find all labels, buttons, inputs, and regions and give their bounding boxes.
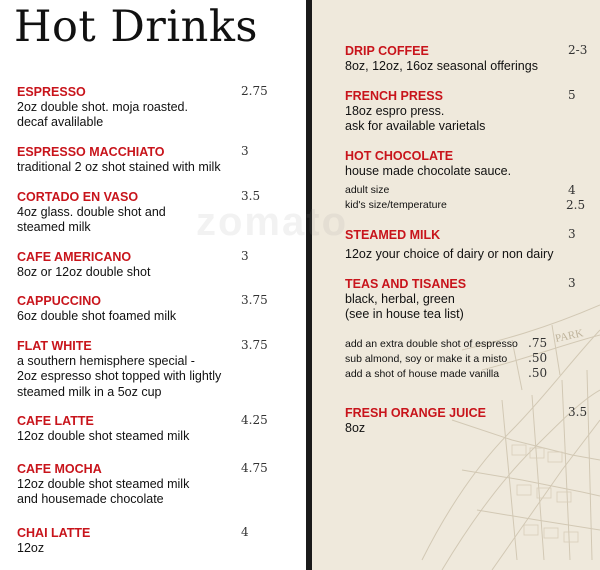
- item-price: 4: [241, 525, 249, 539]
- size-option-label: kid's size/temperature: [345, 199, 447, 211]
- item-desc: 2oz double shot. moja roasted.: [17, 100, 188, 114]
- item-price: 3: [241, 144, 249, 158]
- addon-label: sub almond, soy or make it a misto: [345, 353, 508, 365]
- menu-item-drip-coffee: [345, 44, 538, 74]
- item-price: 3: [568, 227, 576, 241]
- addon-price: .50: [528, 366, 548, 380]
- item-name: CAFE LATTE: [17, 414, 94, 428]
- size-option-price: 4: [568, 183, 576, 197]
- item-desc: steamed milk in a 5oz cup: [17, 384, 162, 399]
- item-price: 3.5: [568, 405, 588, 419]
- item-price: 3.5: [241, 189, 261, 203]
- item-name: CAFE AMERICANO: [17, 250, 132, 264]
- item-desc: 4oz glass. double shot and: [17, 205, 166, 219]
- item-name: ESPRESSO MACCHIATO: [17, 145, 165, 159]
- menu-title: Hot Drinks: [14, 2, 258, 52]
- item-desc: and housemade chocolate: [17, 492, 164, 507]
- menu-item-steamed-milk: [345, 228, 553, 262]
- item-name: ESPRESSO: [17, 85, 86, 99]
- item-price: 2-3: [568, 43, 588, 57]
- item-desc: 8oz or 12oz double shot: [17, 265, 151, 279]
- menu-item-flat-white: [17, 339, 221, 400]
- watermark: zomato: [196, 200, 348, 244]
- item-desc: a southern hemisphere special -: [17, 354, 195, 368]
- item-desc: black, herbal, green: [345, 292, 455, 306]
- menu-item-cafe-americano: [17, 250, 150, 280]
- item-desc: 12oz double shot steamed milk: [17, 429, 190, 443]
- item-desc: decaf avalilable: [17, 115, 104, 130]
- menu-item-espresso: [17, 85, 188, 131]
- menu-item-fresh-orange-juice: [345, 406, 486, 436]
- addon-label: add a shot of house made vanilla: [345, 368, 500, 380]
- item-desc: ask for available varietals: [345, 119, 486, 134]
- item-desc: 12oz double shot steamed milk: [17, 477, 190, 491]
- item-name: CAPPUCCINO: [17, 294, 102, 308]
- item-price: 2.75: [241, 84, 268, 98]
- item-desc: 6oz double shot foamed milk: [17, 309, 177, 323]
- size-option-label: adult size: [345, 184, 390, 196]
- addon-price: .75: [528, 336, 548, 350]
- addon-label: add an extra double shot of espresso: [345, 338, 518, 350]
- item-desc: 2oz espresso shot topped with lightly: [17, 369, 222, 384]
- menu-item-hot-chocolate: [345, 149, 511, 179]
- item-price: 4.75: [241, 461, 268, 475]
- item-name: FRESH ORANGE JUICE: [345, 406, 486, 420]
- item-price: 3: [241, 249, 249, 263]
- item-desc: steamed milk: [17, 220, 91, 235]
- menu-item-cafe-mocha: [17, 462, 189, 508]
- item-desc: 12oz your choice of dairy or non dairy: [345, 247, 554, 261]
- menu-item-chai-latte: [17, 526, 90, 556]
- addon-price: .50: [528, 351, 548, 365]
- item-name: TEAS AND TISANES: [345, 277, 467, 291]
- item-desc: 8oz, 12oz, 16oz seasonal offerings: [345, 59, 538, 73]
- item-desc: traditional 2 oz shot stained with milk: [17, 160, 221, 174]
- item-price: 3: [568, 276, 576, 290]
- item-name: FLAT WHITE: [17, 339, 92, 353]
- item-desc: 18oz espro press.: [345, 104, 445, 118]
- item-desc: 8oz: [345, 421, 366, 435]
- item-name: HOT CHOCOLATE: [345, 149, 454, 163]
- item-desc: (see in house tea list): [345, 307, 464, 322]
- item-price: 4.25: [241, 413, 268, 427]
- item-name: STEAMED MILK: [345, 228, 441, 242]
- item-name: CORTADO EN VASO: [17, 190, 139, 204]
- item-name: CHAI LATTE: [17, 526, 91, 540]
- item-price: 5: [568, 88, 576, 102]
- menu-item-teas-and-tisanes: [345, 277, 466, 323]
- item-name: CAFE MOCHA: [17, 462, 102, 476]
- size-option-price: 2.5: [566, 198, 586, 212]
- item-name: FRENCH PRESS: [345, 89, 443, 103]
- item-price: 3.75: [241, 293, 268, 307]
- item-name: DRIP COFFEE: [345, 44, 429, 58]
- item-desc: house made chocolate sauce.: [345, 164, 512, 178]
- item-price: 3.75: [241, 338, 268, 352]
- item-desc: 12oz: [17, 541, 45, 555]
- menu-item-cafe-latte: [17, 414, 189, 444]
- menu-item-espresso-macchiato: [17, 145, 221, 175]
- menu-item-cortado: [17, 190, 166, 236]
- map-label: PARK: [554, 327, 585, 345]
- menu-item-french-press: [345, 89, 485, 135]
- menu-item-cappuccino: [17, 294, 176, 324]
